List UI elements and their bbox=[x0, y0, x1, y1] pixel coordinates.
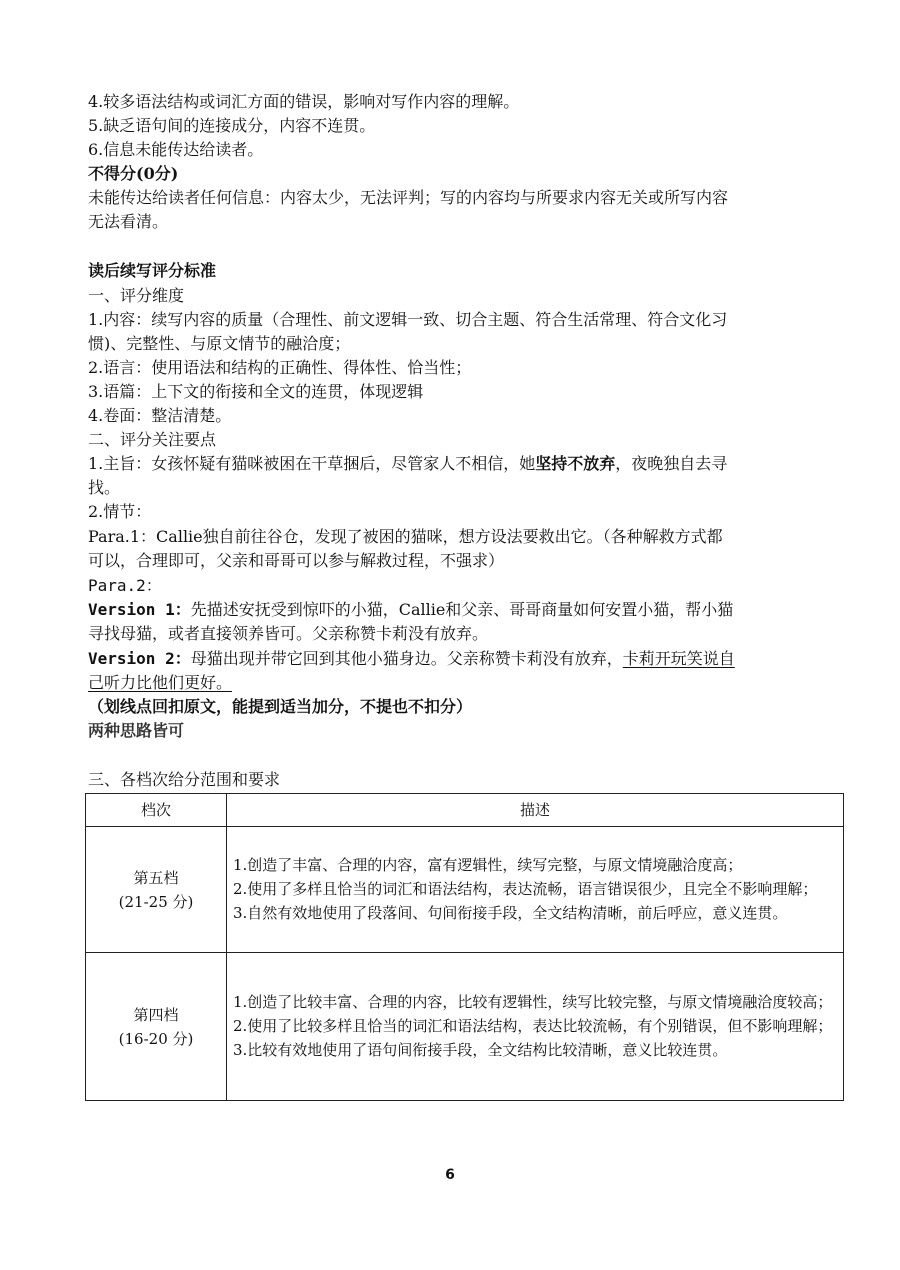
theme-line-1 bbox=[88, 452, 828, 476]
para1-line-2: 可以，合理即可，父亲和哥哥可以参与解救过程，不强求） bbox=[88, 551, 505, 570]
level-cell bbox=[86, 827, 227, 953]
version1-label: Version 1： bbox=[88, 600, 191, 619]
bonus-note: （划线点回扣原文，能提到适当加分，不提也不扣分） bbox=[88, 697, 473, 716]
description-cell bbox=[227, 953, 844, 1101]
level-range: (16-20 分) bbox=[118, 1029, 194, 1048]
description-item: 3.比较有效地使用了语句间衔接手段，全文结构比较清晰，意义比较连贯。 bbox=[233, 1040, 728, 1059]
description-item: 2.使用了比较多样且恰当的词汇和语法结构，表达比较流畅，有个别错误，但不影响理解； bbox=[233, 1016, 833, 1035]
description-cell bbox=[227, 827, 844, 953]
description-item: 3.自然有效地使用了段落间、句间衔接手段，全文结构清晰，前后呼应，意义连贯。 bbox=[233, 903, 788, 922]
table-row bbox=[86, 827, 844, 953]
version2-line-2 bbox=[88, 671, 828, 695]
table-header-row bbox=[86, 794, 844, 827]
both-approaches-note: 两种思路皆可 bbox=[88, 721, 185, 740]
dimension-neatness: 4.卷面：整洁清楚。 bbox=[88, 406, 232, 425]
version2-underlined-1: 卡莉开玩笑说自 bbox=[622, 649, 735, 668]
version1-line-2: 寻找母猫，或者直接领养皆可。父亲称赞卡莉没有放弃。 bbox=[88, 624, 489, 643]
dimension-discourse: 3.语篇：上下文的衔接和全文的连贯，体现逻辑 bbox=[88, 382, 424, 401]
section-title: 读后续写评分标准 bbox=[88, 261, 217, 280]
page-number: 6 bbox=[445, 1167, 455, 1183]
version1-text-1: 先描述安抚受到惊吓的小猫，Callie和父亲、哥哥商量如何安置小猫，帮小猫 bbox=[190, 600, 734, 619]
description-item: 1.创造了丰富、合理的内容，富有逻辑性，续写完整，与原文情境融洽度高； bbox=[233, 855, 743, 874]
version2-text-1: 母猫出现并带它回到其他小猫身边。父亲称赞卡莉没有放弃， bbox=[190, 649, 623, 668]
description-item: 1.创造了比较丰富、合理的内容，比较有逻辑性，续写比较完整，与原文情境融洽度较高； bbox=[233, 992, 833, 1011]
header-description: 描述 bbox=[227, 794, 844, 827]
dimension-content-1: 1.内容：续写内容的质量（合理性、前文逻辑一致、切合主题、符合生活常理、符合文化习 bbox=[88, 310, 728, 329]
zero-score-text-1: 未能传达给读者任何信息：内容太少，无法评判；写的内容均与所要求内容无关或所写内容 bbox=[88, 188, 729, 207]
theme-text-post: ，夜晚独自去寻 bbox=[615, 454, 728, 473]
plot-heading: 2.情节： bbox=[88, 502, 152, 521]
theme-line-2: 找。 bbox=[88, 478, 121, 497]
version2-underlined-2: 己听力比他们更好。 bbox=[88, 673, 233, 692]
theme-text-pre: 1.主旨：女孩怀疑有猫咪被困在干草捆后，尽管家人不相信，她 bbox=[88, 454, 536, 473]
zero-score-text-2: 无法看清。 bbox=[88, 212, 169, 231]
para2-label: Para.2： bbox=[88, 576, 162, 595]
para1-line-1: Para.1：Callie独自前往谷仓，发现了被困的猫咪，想方设法要救出它。（各种解救方式都 bbox=[88, 527, 723, 546]
theme-text-bold: 坚持不放弃 bbox=[535, 454, 616, 473]
header-level: 档次 bbox=[86, 794, 227, 827]
criterion-line-6: 6.信息未能传达给读者。 bbox=[88, 140, 264, 159]
score-band-table bbox=[85, 793, 844, 1101]
dimension-content-2: 惯)、完整性、与原文情节的融洽度； bbox=[88, 334, 351, 353]
heading-dimensions: 一、评分维度 bbox=[88, 286, 185, 305]
version2-line-1 bbox=[88, 647, 828, 671]
heading-focus-points: 二、评分关注要点 bbox=[88, 430, 217, 449]
version2-label: Version 2： bbox=[88, 649, 191, 668]
table-row bbox=[86, 953, 844, 1101]
version1-line-1 bbox=[88, 598, 828, 622]
dimension-language: 2.语言：使用语法和结构的正确性、得体性、恰当性； bbox=[88, 358, 472, 377]
zero-score-heading: 不得分(0分) bbox=[88, 164, 179, 183]
criterion-line-5: 5.缺乏语句间的连接成分，内容不连贯。 bbox=[88, 116, 376, 135]
level-name: 第四档 bbox=[133, 1005, 179, 1024]
level-range: (21-25 分) bbox=[118, 892, 194, 911]
level-cell bbox=[86, 953, 227, 1101]
description-item: 2.使用了多样且恰当的词汇和语法结构，表达流畅，语言错误很少，且完全不影响理解； bbox=[233, 879, 818, 898]
heading-score-bands: 三、各档次给分范围和要求 bbox=[88, 770, 281, 789]
level-name: 第五档 bbox=[133, 868, 179, 887]
criterion-line-4: 4.较多语法结构或词汇方面的错误，影响对写作内容的理解。 bbox=[88, 92, 520, 111]
